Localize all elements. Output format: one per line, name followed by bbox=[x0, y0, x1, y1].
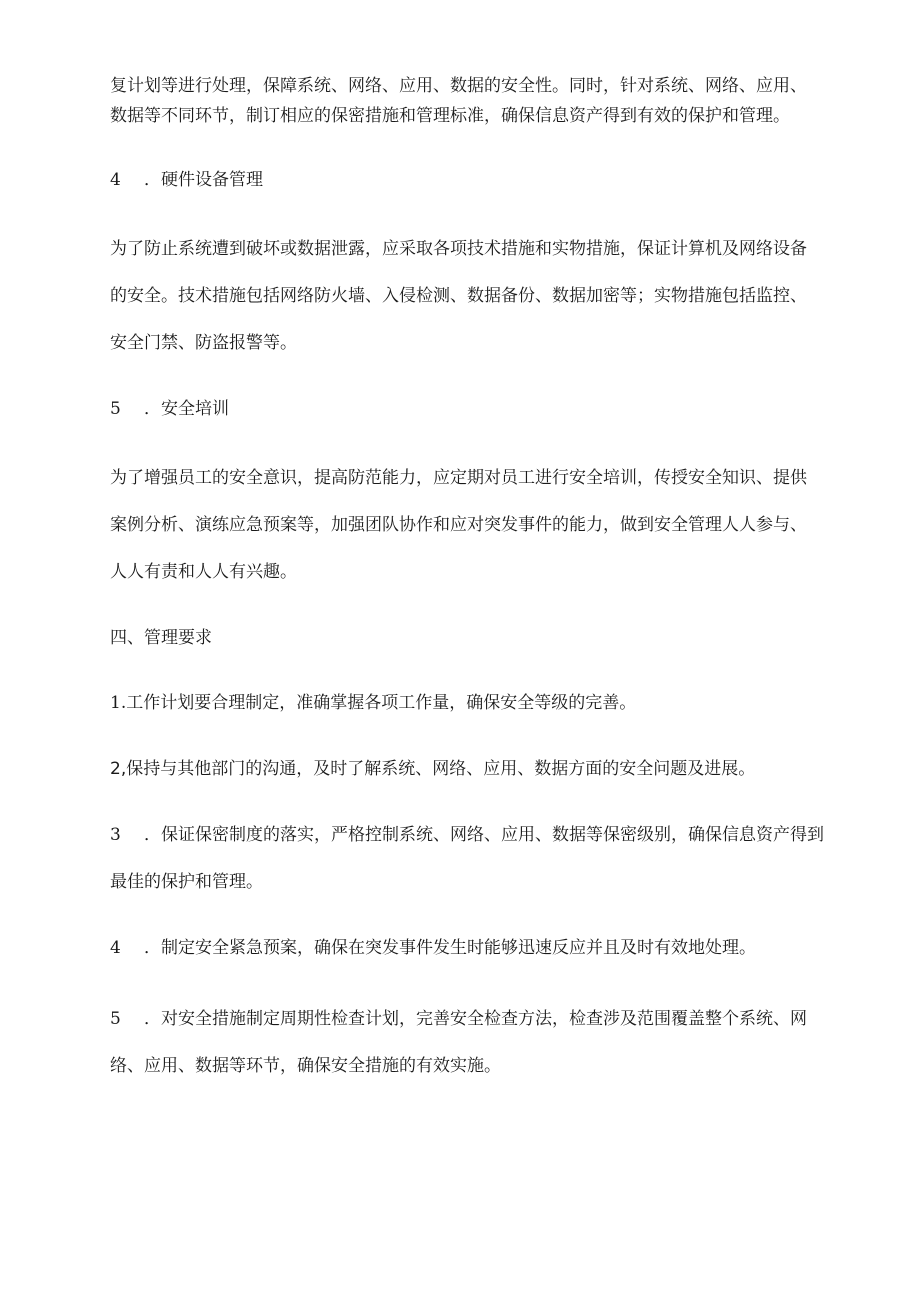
item-text: ．保证保密制度的落实，严格控制系统、网络、应用、数据等保密级别，确保信息资产得到 bbox=[144, 825, 824, 845]
item-text: 工作计划要合理制定，准确掌握各项工作量，确保安全等级的完善。 bbox=[126, 693, 637, 713]
training-line-2: 案例分析、演练应急预案等，加强团队协作和应对突发事件的能力，做到安全管理人人参与、 bbox=[110, 515, 807, 535]
item-text: ．对安全措施制定周期性检查计划，完善安全检查方法，检查涉及范围覆盖整个系统、网 bbox=[144, 1009, 807, 1029]
intro-line-1: 复计划等进行处理，保障系统、网络、应用、数据的安全性。同时，针对系统、网络、应用、 bbox=[110, 76, 807, 96]
item-number: 5 bbox=[110, 1009, 121, 1029]
requirement-item-2: 2,保持与其他部门的沟通，及时了解系统、网络、应用、数据方面的安全问题及进展。 bbox=[110, 759, 756, 779]
heading-number: 4 bbox=[110, 170, 121, 190]
item-number: 1. bbox=[110, 693, 127, 713]
item-text: ．制定安全紧急预案，确保在突发事件发生时能够迅速反应并且及时有效地处理。 bbox=[144, 938, 756, 958]
requirement-item-3-cont: 最佳的保护和管理。 bbox=[110, 872, 263, 892]
heading-number: 5 bbox=[110, 399, 121, 419]
hardware-line-3: 安全门禁、防盗报警等。 bbox=[110, 333, 297, 353]
requirement-item-4 bbox=[110, 937, 820, 959]
training-line-1: 为了增强员工的安全意识，提高防范能力，应定期对员工进行安全培训，传授安全知识、提供 bbox=[110, 468, 807, 488]
training-line-3: 人人有责和人人有兴趣。 bbox=[110, 562, 297, 582]
section-heading-training bbox=[110, 398, 820, 420]
requirement-item-5-cont: 络、应用、数据等环节，确保安全措施的有效实施。 bbox=[110, 1056, 501, 1076]
requirement-item-5 bbox=[110, 1008, 820, 1030]
item-number: 3 bbox=[110, 825, 121, 845]
requirement-item-1 bbox=[110, 692, 820, 714]
hardware-line-1: 为了防止系统遭到破坏或数据泄露，应采取各项技术措施和实物措施，保证计算机及网络设备 bbox=[110, 239, 807, 259]
section-heading-requirements: 四、管理要求 bbox=[110, 628, 212, 648]
heading-text: ．硬件设备管理 bbox=[144, 170, 263, 190]
requirement-item-3 bbox=[110, 824, 824, 846]
item-number: 4 bbox=[110, 938, 121, 958]
heading-text: ．安全培训 bbox=[144, 399, 229, 419]
intro-line-2: 数据等不同环节，制订相应的保密措施和管理标准，确保信息资产得到有效的保护和管理。 bbox=[110, 106, 790, 126]
hardware-line-2: 的安全。技术措施包括网络防火墙、入侵检测、数据备份、数据加密等；实物措施包括监控、 bbox=[110, 286, 807, 306]
section-heading-hardware bbox=[110, 169, 820, 191]
